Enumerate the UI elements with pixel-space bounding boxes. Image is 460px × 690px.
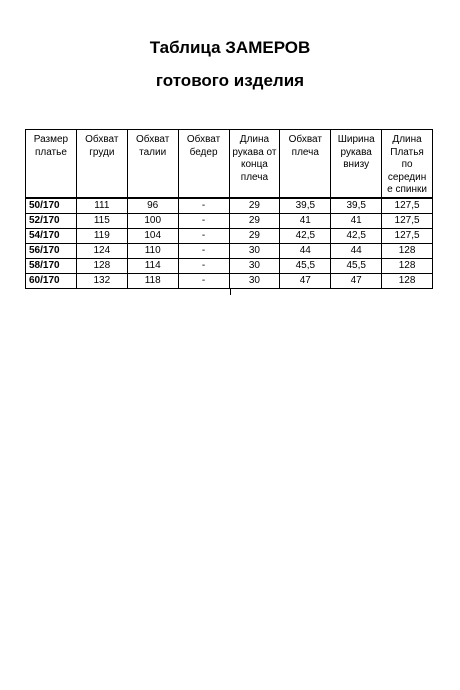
header-chest: Обхват груди xyxy=(76,130,127,198)
table-cell: 132 xyxy=(76,273,127,288)
table-cell: 41 xyxy=(280,213,331,228)
document-title: Таблица ЗАМЕРОВ xyxy=(149,38,311,57)
table-cell: - xyxy=(178,228,229,243)
header-sleeve-width: Ширина рукава внизу xyxy=(331,130,382,198)
table-cell: 118 xyxy=(127,273,178,288)
table-cell: - xyxy=(178,258,229,273)
table-cell: 124 xyxy=(76,243,127,258)
header-shoulder: Обхват плеча xyxy=(280,130,331,198)
table-cell: 30 xyxy=(229,273,280,288)
table-cell: 41 xyxy=(331,213,382,228)
size-cell: 56/170 xyxy=(26,243,77,258)
table-cell: 39,5 xyxy=(331,198,382,214)
table-cell: 104 xyxy=(127,228,178,243)
table-cell: 47 xyxy=(331,273,382,288)
table-cell: 30 xyxy=(229,258,280,273)
table-cell: 30 xyxy=(229,243,280,258)
table-cell: 100 xyxy=(127,213,178,228)
table-cell: 47 xyxy=(280,273,331,288)
table-cell: 119 xyxy=(76,228,127,243)
table-cell: 44 xyxy=(331,243,382,258)
table-cell: - xyxy=(178,243,229,258)
table-cell: 110 xyxy=(127,243,178,258)
table-cell: 45,5 xyxy=(280,258,331,273)
table-cell: 29 xyxy=(229,198,280,214)
size-cell: 54/170 xyxy=(26,228,77,243)
table-cell: 29 xyxy=(229,213,280,228)
table-cell: 128 xyxy=(382,273,433,288)
header-hips: Обхват бедер xyxy=(178,130,229,198)
size-cell: 60/170 xyxy=(26,273,77,288)
table-cell: 45,5 xyxy=(331,258,382,273)
size-cell: 50/170 xyxy=(26,198,77,214)
table-cell: 127,5 xyxy=(382,228,433,243)
table-cell: - xyxy=(178,273,229,288)
size-cell: 58/170 xyxy=(26,258,77,273)
measurements-table xyxy=(25,129,433,289)
table-cell: 128 xyxy=(76,258,127,273)
table-cell: 115 xyxy=(76,213,127,228)
header-waist: Обхват талии xyxy=(127,130,178,198)
table-cell: 127,5 xyxy=(382,198,433,214)
table-row xyxy=(26,213,433,228)
table-cell: 42,5 xyxy=(331,228,382,243)
header-size: Размер платье xyxy=(26,130,77,198)
table-cell: 111 xyxy=(76,198,127,214)
table-cell: - xyxy=(178,213,229,228)
table-cell: 29 xyxy=(229,228,280,243)
table-cell: 96 xyxy=(127,198,178,214)
table-cell: 39,5 xyxy=(280,198,331,214)
table-cell: 128 xyxy=(382,258,433,273)
size-cell: 52/170 xyxy=(26,213,77,228)
header-dress-length: Длина Платья по середин е спинки xyxy=(382,130,433,198)
table-cell: 42,5 xyxy=(280,228,331,243)
table-cell: 127,5 xyxy=(382,213,433,228)
table-row xyxy=(26,273,433,288)
header-sleeve-length: Длина рукава от конца плеча xyxy=(229,130,280,198)
cursor-mark xyxy=(230,288,231,295)
table-row xyxy=(26,228,433,243)
table-row xyxy=(26,198,433,214)
table-cell: 114 xyxy=(127,258,178,273)
table-cell: 44 xyxy=(280,243,331,258)
table-cell: 128 xyxy=(382,243,433,258)
document-subtitle: готового изделия xyxy=(155,71,305,90)
table-row xyxy=(26,258,433,273)
table-cell: - xyxy=(178,198,229,214)
table-header-row xyxy=(26,130,433,198)
table-row xyxy=(26,243,433,258)
